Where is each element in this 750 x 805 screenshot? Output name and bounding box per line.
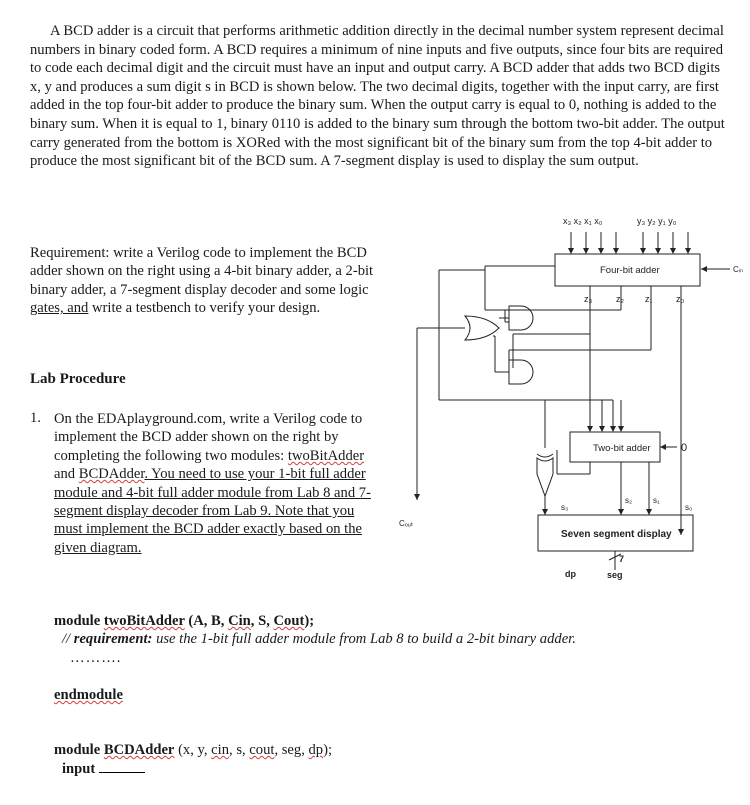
requirement-part3: write a testbench to verify your design. — [88, 300, 321, 317]
label-dp: dp — [565, 569, 576, 579]
xor-gate — [537, 458, 553, 496]
step-underlined-text: You need to use your 1-bit full adder module and 4-bit full adder module from Lab 8 and 7-segment display decoder from Lab 9. Note that you must implement the BCD adder exactly based on the given diagram. — [54, 466, 371, 556]
code-args-end: ); — [323, 742, 333, 758]
code-arg-cout: Cout — [273, 613, 305, 629]
lab-procedure-heading: Lab Procedure — [30, 371, 126, 387]
bcd-adder-diagram — [395, 210, 745, 585]
label-z1: z₁ — [645, 294, 653, 304]
code-comment — [62, 631, 576, 648]
label-z2: z₂ — [616, 294, 624, 304]
step-text — [54, 410, 384, 557]
label-seven-segment: Seven segment display — [561, 529, 672, 540]
code-name-bcdadder: BCDAdder — [103, 742, 175, 758]
code-input-line — [62, 760, 145, 778]
code-input-blank — [99, 760, 145, 773]
code-keyword-module: module — [54, 613, 101, 629]
code-arg-cin: cin — [211, 742, 230, 758]
label-four-bit-adder: Four-bit adder — [600, 265, 660, 276]
code-args: (x, y, — [174, 742, 212, 758]
label-z3: z₃ — [584, 294, 593, 304]
code-keyword-module: module — [54, 742, 101, 758]
code-endmodule: endmodule — [54, 687, 123, 703]
input-y-arrows — [643, 232, 688, 252]
label-bus-width: 7 — [619, 554, 625, 564]
code-dots: ………. — [70, 650, 122, 666]
code-arg-cout: cout — [249, 742, 275, 758]
arrow-heads — [414, 248, 707, 535]
code-args: (A, B, — [184, 613, 229, 629]
step-text1: On the EDAplayground.com, write a Verilog code to implement the BCD adder shown on the right by completing the following two modules: — [54, 411, 363, 464]
requirement-text — [30, 244, 390, 318]
label-s1: s₁ — [653, 496, 660, 505]
intro-paragraph: A BCD adder is a circuit that performs arithmetic addition directly in the decimal number system represent decimal numbers in binary coded form. A BCD requires a minimum of nine inputs and five outputs, since four bits are required to code each decimal digit and the circuit must have an input and output carry. A BCD adder that adds two BCD digits x, y and produces a sum digit s in BCD is shown below. The two decimal digits, together with the input carry, are first added in the top four-bit adder to produce the binary sum. When the output carry is equal to 0, nothing is added to the binary sum. When it is equal to 1, binary 0110 is added to the binary sum through the bottom two-bit adder. The output carry generated from the bottom is XORed with the most significant bit of the binary sum from the top 4-bit adder to produce the most significant bit of the BCD sum. A 7-segment display is used to display the sum output. — [30, 23, 725, 170]
label-z0: z₀ — [676, 294, 685, 304]
code-args: , seg, — [274, 742, 309, 758]
code-keyword-input: input — [62, 761, 96, 777]
label-cout: Cₒᵤₜ — [399, 519, 414, 528]
module-name-twobitadder: twoBitAdder — [287, 447, 365, 464]
comment-prefix: // — [62, 631, 74, 647]
requirement-part1: Requirement: write a Verilog code to implement the BCD adder shown on the right using a 4-bit binary adder, a 2-bit binary adder, a 7-segment display decoder and some logic — [30, 245, 374, 298]
label-zero-input: 0 — [681, 442, 688, 454]
code-arg-cin: Cin — [228, 613, 251, 629]
code-module-bcdadder — [54, 742, 332, 759]
label-s0: s₀ — [685, 503, 693, 512]
label-inputs-x: x₃ x₂ x₁ x₀ — [563, 216, 603, 226]
input-x-arrows — [571, 232, 616, 252]
comment-text: use the 1-bit full adder module from Lab 8 to build a 2-bit binary adder. — [152, 631, 576, 647]
label-s2: s₂ — [625, 496, 633, 505]
label-two-bit-adder: Two-bit adder — [593, 443, 651, 454]
comment-requirement: requirement: — [73, 631, 153, 647]
module-name-bcdadder: BCDAdder — [78, 466, 145, 483]
code-args: , s, — [229, 742, 250, 758]
code-args-end: ); — [304, 613, 315, 629]
code-args: , S, — [250, 613, 274, 629]
code-name-twobitadder: twoBitAdder — [103, 613, 185, 629]
code-module-twobitadder — [54, 613, 314, 630]
step-dot: . — [144, 466, 149, 483]
step-number: 1. — [30, 410, 41, 426]
label-cin: Cᵢₙ — [733, 265, 744, 274]
code-arg-dp: dp — [308, 742, 324, 758]
step-and: and — [54, 466, 79, 483]
label-s3: s₃ — [561, 503, 569, 512]
label-inputs-y: y₃ y₂ y₁ y₀ — [637, 216, 677, 226]
requirement-underlined: gates, and — [30, 300, 89, 317]
label-seg: seg — [607, 570, 623, 580]
